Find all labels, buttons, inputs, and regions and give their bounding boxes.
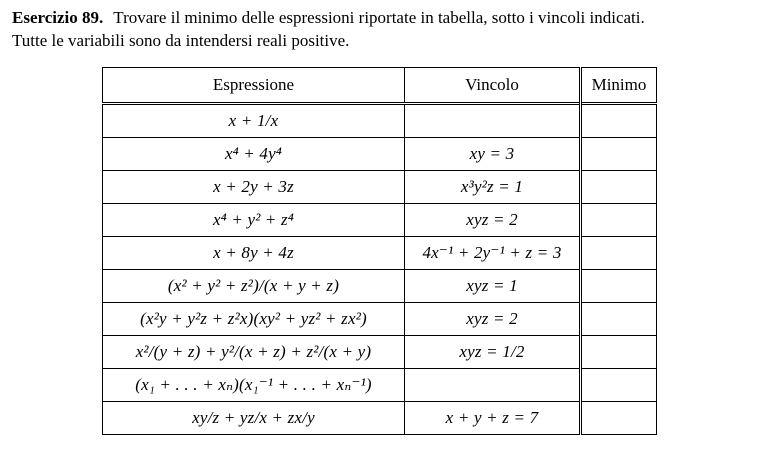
constraint-cell [405,369,581,402]
constraint-cell: 4x⁻¹ + 2y⁻¹ + z = 3 [405,237,581,270]
table-row [103,303,657,336]
expression-cell: x⁴ + y² + z⁴ [103,204,405,237]
constraint-cell: xyz = 1 [405,270,581,303]
exercise-text [12,6,752,52]
expression-cell: (x²y + y²z + z²x)(xy² + yz² + zx²) [103,303,405,336]
minimum-cell [581,336,657,369]
table-row [103,402,657,435]
table-row [103,171,657,204]
table-row [103,204,657,237]
minimum-cell [581,104,657,138]
minimum-cell [581,402,657,435]
constraint-cell: xyz = 1/2 [405,336,581,369]
expression-cell: x + 2y + 3z [103,171,405,204]
header-expression: Espressione [103,68,405,104]
table-row [103,104,657,138]
minimum-cell [581,270,657,303]
minimum-cell [581,303,657,336]
table-row [103,270,657,303]
table-header-row [103,68,657,104]
expression-cell: x⁴ + 4y⁴ [103,138,405,171]
exercise-line-2: Tutte le variabili sono da intendersi reali positive. [12,31,350,50]
table-row [103,237,657,270]
constraint-cell: x³y²z = 1 [405,171,581,204]
constraint-cell [405,104,581,138]
expression-cell: x + 1/x [103,104,405,138]
header-minimum: Minimo [581,68,657,104]
expression-cell: (x² + y² + z²)/(x + y + z) [103,270,405,303]
exercise-table [102,67,657,435]
minimum-cell [581,369,657,402]
constraint-cell: xyz = 2 [405,303,581,336]
constraint-cell: x + y + z = 7 [405,402,581,435]
expression-cell: (x₁ + . . . + xₙ)(x₁⁻¹ + . . . + xₙ⁻¹) [103,369,405,402]
minimum-cell [581,237,657,270]
expression-cell: xy/z + yz/x + zx/y [103,402,405,435]
minimum-cell [581,171,657,204]
exercise-title: Esercizio 89. [12,8,104,27]
constraint-cell: xy = 3 [405,138,581,171]
minimum-cell [581,204,657,237]
table-row [103,336,657,369]
table-row [103,138,657,171]
expression-cell: x²/(y + z) + y²/(x + z) + z²/(x + y) [103,336,405,369]
table-row [103,369,657,402]
exercise-line-1: Trovare il minimo delle espressioni riportate in tabella, sotto i vincoli indicati. [113,8,645,27]
expression-cell: x + 8y + 4z [103,237,405,270]
minimum-cell [581,138,657,171]
constraint-cell: xyz = 2 [405,204,581,237]
header-constraint: Vincolo [405,68,581,104]
